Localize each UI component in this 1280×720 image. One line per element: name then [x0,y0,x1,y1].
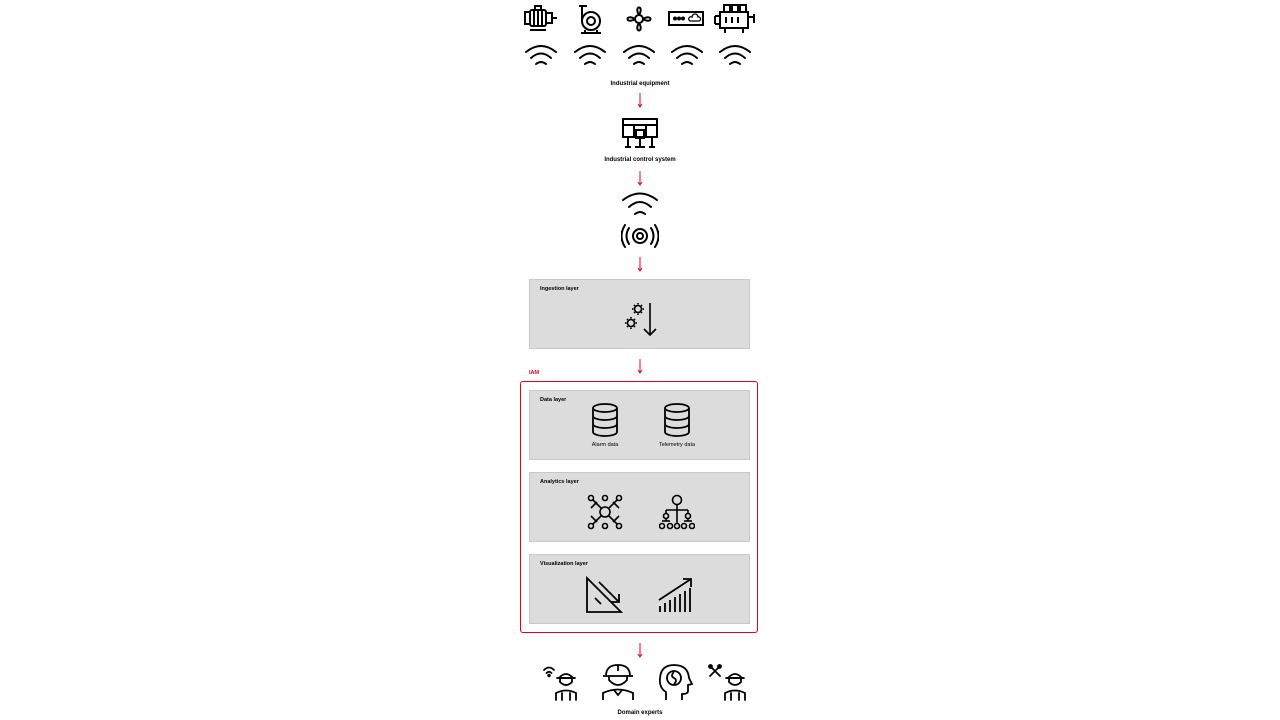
wifi-icon [670,44,704,68]
remote-worker-icon [541,664,579,702]
telemetry-data-label: Telemetry data [658,442,696,448]
visualization-layer [529,554,750,624]
engine-icon [714,2,756,36]
gears-download-icon [624,301,662,339]
ingestion-layer [529,279,750,349]
radio-signal-icon [621,222,659,250]
hierarchy-icon [659,494,695,530]
equipment-label: Industrial equipment [610,81,670,87]
ingestion-layer-title: Ingestion layer [540,286,579,292]
alarm-data-label: Alarm data [591,442,619,448]
trend-up-icon [657,576,695,614]
pump-icon [576,2,606,36]
drive-icon [668,10,704,28]
head-brain-icon [656,662,694,702]
technician-tools-icon [708,664,748,702]
motor-icon [524,4,558,34]
engineer-hardhat-icon [600,662,636,702]
fan-icon [622,3,656,35]
iam-label: IAM [529,370,540,376]
wifi-icon [718,44,752,68]
visualization-layer-title: Visualization layer [540,561,588,567]
analytics-layer-title: Analytics layer [540,479,579,485]
flow-arrow [637,93,643,114]
trend-down-icon [585,576,623,614]
wifi-icon [524,44,558,68]
analytics-layer [529,472,750,542]
data-layer-title: Data layer [540,397,567,403]
flow-arrow [637,643,643,664]
network-icon [587,494,623,530]
flow-arrow [637,257,643,278]
flow-arrow [637,171,643,192]
data-layer [529,390,750,460]
control-panel-icon [620,117,660,153]
wifi-icon [622,44,656,68]
database-icon [663,403,691,437]
wifi-icon [573,44,607,68]
control-system-label: Industrial control system [604,157,676,163]
domain-experts-label: Domain experts [617,710,663,716]
wifi-icon [621,192,659,218]
database-icon [591,403,619,437]
flow-arrow [637,359,643,380]
